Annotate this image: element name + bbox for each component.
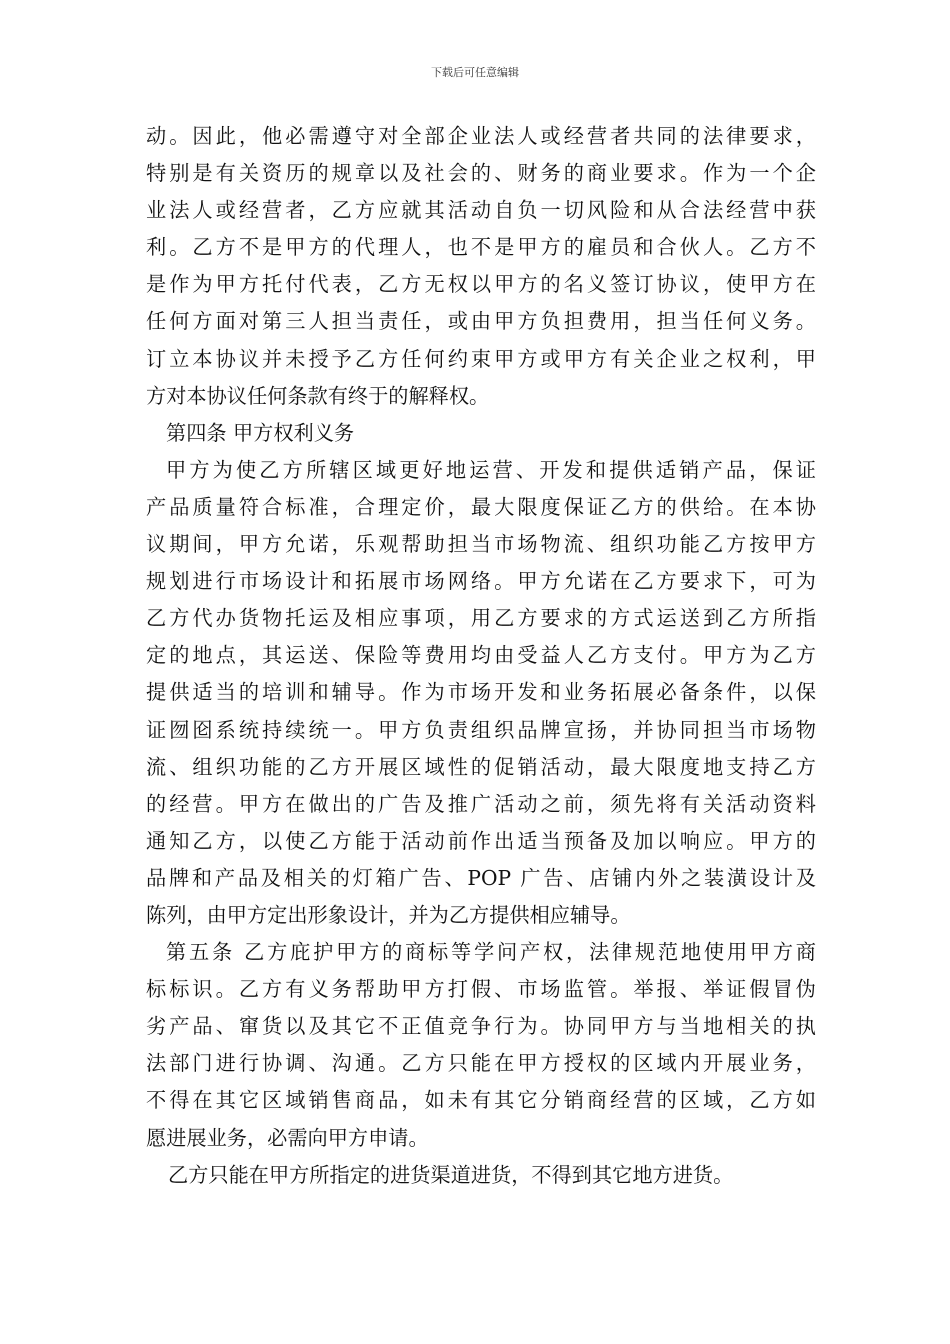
document-body bbox=[146, 118, 816, 1194]
text-line: 法部门进行协调、沟通。乙方只能在甲方授权的区域内开展业务， bbox=[146, 1051, 816, 1076]
text-line: 方对本协议任何条款有终于的解释权。 bbox=[146, 383, 490, 408]
text-line: 的经营。甲方在做出的广告及推广活动之前，须先将有关活动资料 bbox=[146, 791, 816, 816]
text-line: 流、组织功能的乙方开展区域性的促销活动，最大限度地支持乙方 bbox=[146, 754, 816, 779]
text-line: 利。乙方不是甲方的代理人，也不是甲方的雇员和合伙人。乙方不 bbox=[146, 235, 816, 260]
text-line: 定的地点，其运送、保险等费用均由受益人乙方支付。甲方为乙方 bbox=[146, 643, 816, 668]
text-line: 证囫囵系统持续统一。甲方负责组织品牌宣扬，并协同担当市场物 bbox=[146, 717, 816, 742]
section-heading-article-4: 第四条 甲方权利义务 bbox=[166, 420, 355, 445]
page-header: 下载后可任意编辑 bbox=[431, 66, 519, 79]
text-line: 动。因此，他必需遵守对全部企业法人或经营者共同的法律要求， bbox=[146, 124, 816, 148]
text-line: 甲方为使乙方所辖区域更好地运营、开发和提供适销产品，保证 bbox=[166, 457, 816, 482]
text-line: 特别是有关资历的规章以及社会的、财务的商业要求。作为一个企 bbox=[146, 161, 816, 186]
text-line: 提供适当的培训和辅导。作为市场开发和业务拓展必备条件，以保 bbox=[146, 680, 816, 705]
text-line: 产品质量符合标准，合理定价，最大限度保证乙方的供给。在本协 bbox=[146, 494, 816, 519]
text-line: 标标识。乙方有义务帮助甲方打假、市场监管。举报、举证假冒伪 bbox=[146, 977, 816, 1002]
text-line: 通知乙方，以使乙方能于活动前作出适当预备及加以响应。甲方的 bbox=[146, 828, 816, 853]
text-line: 陈列，由甲方定出形象设计，并为乙方提供相应辅导。 bbox=[146, 902, 631, 927]
text-line: 规划进行市场设计和拓展市场网络。甲方允诺在乙方要求下，可为 bbox=[146, 569, 816, 594]
section-heading-article-5: 第五条 乙方庇护甲方的商标等学问产权，法律规范地使用甲方商 bbox=[166, 940, 816, 965]
text-line: 愿进展业务，必需向甲方申请。 bbox=[146, 1125, 429, 1150]
text-line: 乙方代办货物托运及相应事项，用乙方要求的方式运送到乙方所指 bbox=[146, 606, 816, 631]
text-line: 品牌和产品及相关的灯箱广告、POP 广告、店铺内外之装潢设计及 bbox=[146, 865, 816, 890]
text-line: 乙方只能在甲方所指定的进货渠道进货，不得到其它地方进货。 bbox=[168, 1162, 734, 1187]
text-line: 不得在其它区域销售商品，如未有其它分销商经营的区域，乙方如 bbox=[146, 1088, 816, 1113]
text-line: 业法人或经营者，乙方应就其活动自负一切风险和从合法经营中获 bbox=[146, 198, 816, 223]
text-line: 议期间，甲方允诺，乐观帮助担当市场物流、组织功能乙方按甲方 bbox=[146, 532, 816, 557]
text-line: 任何方面对第三人担当责任，或由甲方负担费用，担当任何义务。 bbox=[146, 309, 816, 334]
text-line: 劣产品、窜货以及其它不正值竞争行为。协同甲方与当地相关的执 bbox=[146, 1014, 816, 1039]
text-line: 是作为甲方托付代表，乙方无权以甲方的名义签订协议，使甲方在 bbox=[146, 272, 816, 297]
text-line: 订立本协议并未授予乙方任何约束甲方或甲方有关企业之权利，甲 bbox=[146, 346, 816, 371]
